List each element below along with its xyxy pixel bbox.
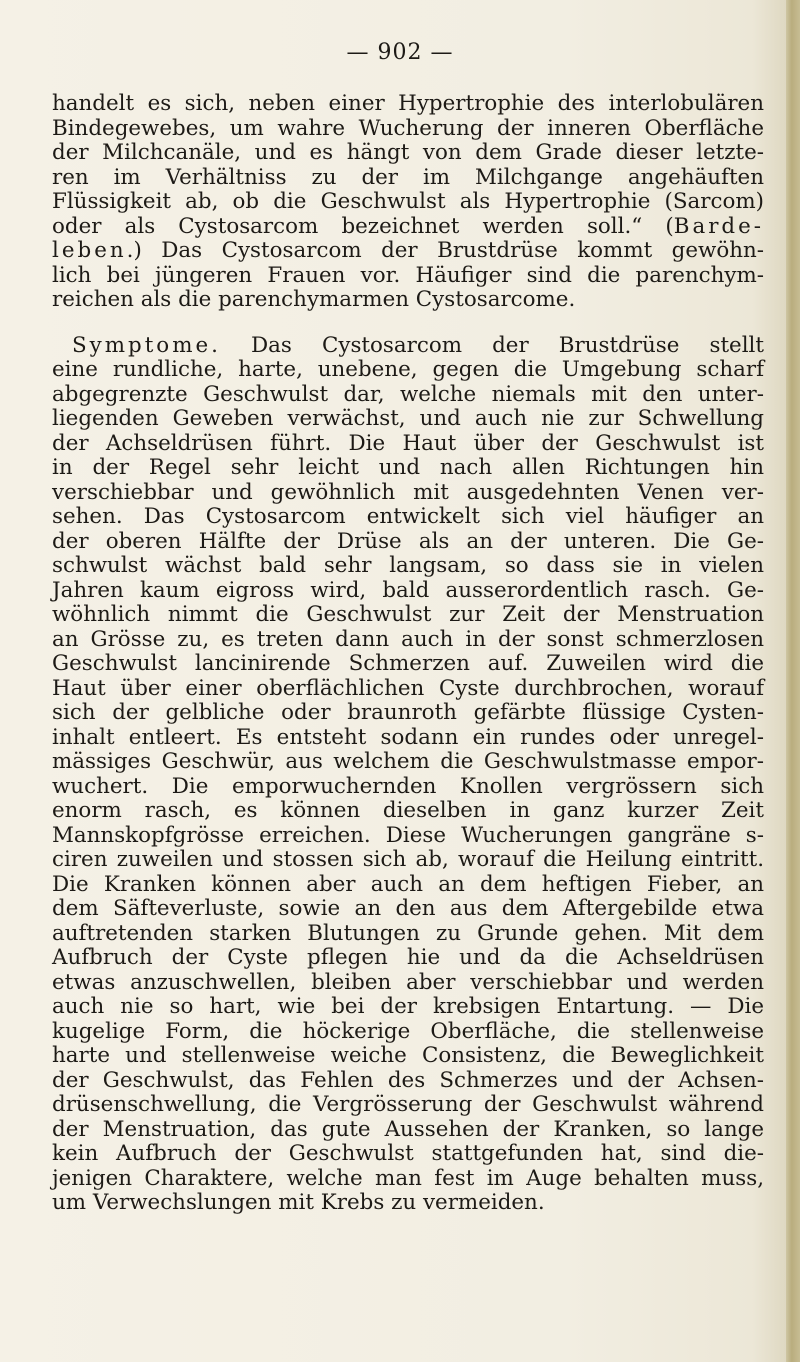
text-line: dem Säfteverluste, sowie an den aus dem Aftergebilde etwa (52, 896, 764, 921)
text-line-with-heading (52, 334, 764, 359)
citation-author: Barde- (673, 213, 764, 239)
text-line: wuchert. Die emporwuchernden Knollen vergrössern sich (52, 773, 764, 799)
text-line: mässiges Geschwür, aus welchem die Geschwulstmasse empor- (52, 749, 764, 774)
text-line: sehen. Das Cystosarcom entwickelt sich viel häufiger an (52, 504, 764, 529)
text-line: harte und stellenweise weiche Consistenz, die Beweglichkeit (52, 1043, 764, 1068)
text-fragment: oder als Cystosarcom bezeichnet werden soll.“ ( (52, 213, 674, 239)
text-line: enorm rasch, es können dieselben in ganz kurzer Zeit (52, 798, 764, 823)
text-fragment: Das Cystosarcom der Brustdrüse kommt gewöhn- (161, 238, 764, 263)
text-fragment: .) (126, 238, 142, 263)
text-line: der Geschwulst, das Fehlen des Schmerzes und der Achsen- (52, 1067, 764, 1093)
text-line: reichen als die parenchymarmen Cystosarcome. (52, 287, 576, 312)
text-line: Aufbruch der Cyste pflegen hie und da die Achseldrüsen (52, 945, 764, 970)
text-line: an Grösse zu, es treten dann auch in der sonst schmerzlosen (52, 626, 764, 652)
text-line: ciren zuweilen und stossen sich ab, worauf die Heilung eintritt. (52, 847, 764, 872)
text-line: auch nie so hart, wie bei der krebsigen Entartung. — Die (52, 994, 764, 1019)
text-line: der Milchcanäle, und es hängt von dem Grade dieser letzte- (52, 140, 764, 165)
text-line: kugelige Form, die höckerige Oberfläche, die stellenweise (52, 1018, 764, 1044)
text-line: etwas anzuschwellen, bleiben aber verschiebbar und werden (52, 969, 764, 995)
page-number: — 902 — (346, 40, 454, 65)
text-line: auftretenden starken Blutungen zu Grunde gehen. Mit dem (52, 920, 764, 946)
text-line: wöhnlich nimmt die Geschwulst zur Zeit der Menstruation (52, 602, 764, 627)
text-line-with-citation (52, 239, 764, 264)
text-line: kein Aufbruch der Geschwulst stattgefunden hat, sind die- (52, 1141, 764, 1166)
paragraph-gap (52, 313, 764, 334)
text-line: der Menstruation, das gute Aussehen der Kranken, so lange (52, 1116, 764, 1142)
section-heading: Symptome. (72, 332, 221, 358)
text-line: jenigen Charaktere, welche man fest im Auge behalten muss, (52, 1165, 764, 1191)
text-line: schwulst wächst bald sehr langsam, so dass sie in vielen (52, 553, 764, 578)
text-line: der oberen Hälfte der Drüse als an der unteren. Die Ge- (52, 528, 764, 554)
text-line: Jahren kaum eigross wird, bald ausserordentlich rasch. Ge- (52, 577, 764, 603)
text-line: in der Regel sehr leicht und nach allen Richtungen hin (52, 455, 764, 480)
text-line: Flüssigkeit ab, ob die Geschwulst als Hypertrophie (Sarcom) (52, 189, 764, 214)
citation-author: leben (52, 238, 127, 263)
text-line: Geschwulst lancinirende Schmerzen auf. Zuweilen wird die (52, 651, 764, 676)
text-line: ren im Verhältniss zu der im Milchgange angehäuften (52, 164, 764, 190)
text-line: Die Kranken können aber auch an dem heftigen Fieber, an (52, 871, 764, 897)
paragraph-1 (52, 92, 764, 313)
page-edge (786, 0, 800, 1362)
text-line-with-citation (52, 215, 764, 240)
text-line: lich bei jüngeren Frauen vor. Häufiger sind die parenchym- (52, 262, 764, 288)
text-line: sich der gelbliche oder braunroth gefärbte flüssige Cysten- (52, 700, 764, 725)
text-line: Bindegewebes, um wahre Wucherung der inneren Oberfläche (52, 115, 764, 141)
text-line: Mannskopfgrösse erreichen. Diese Wucherungen gangräne s- (52, 822, 764, 848)
paragraph-2 (52, 334, 764, 1216)
text-line: Haut über einer oberflächlichen Cyste durchbrochen, worauf (52, 675, 764, 701)
page-text (52, 92, 764, 1216)
text-line: abgegrenzte Geschwulst dar, welche niemals mit den unter- (52, 381, 764, 407)
text-line: liegenden Geweben verwächst, und auch nie zur Schwellung (52, 406, 764, 431)
text-line: um Verwechslungen mit Krebs zu vermeiden. (52, 1190, 545, 1215)
text-line: verschiebbar und gewöhnlich mit ausgedehnten Venen ver- (52, 479, 764, 505)
text-line: drüsenschwellung, die Vergrösserung der Geschwulst während (52, 1092, 764, 1117)
text-line: inhalt entleert. Es entsteht sodann ein rundes oder unregel- (52, 724, 764, 750)
text-line: handelt es sich, neben einer Hypertrophie des interlobulären (52, 91, 764, 116)
text-fragment: Das Cystosarcom der Brustdrüse stellt (220, 332, 764, 358)
text-line: eine rundliche, harte, unebene, gegen die Umgebung scharf (52, 357, 764, 382)
text-line: der Achseldrüsen führt. Die Haut über der Geschwulst ist (52, 430, 764, 456)
